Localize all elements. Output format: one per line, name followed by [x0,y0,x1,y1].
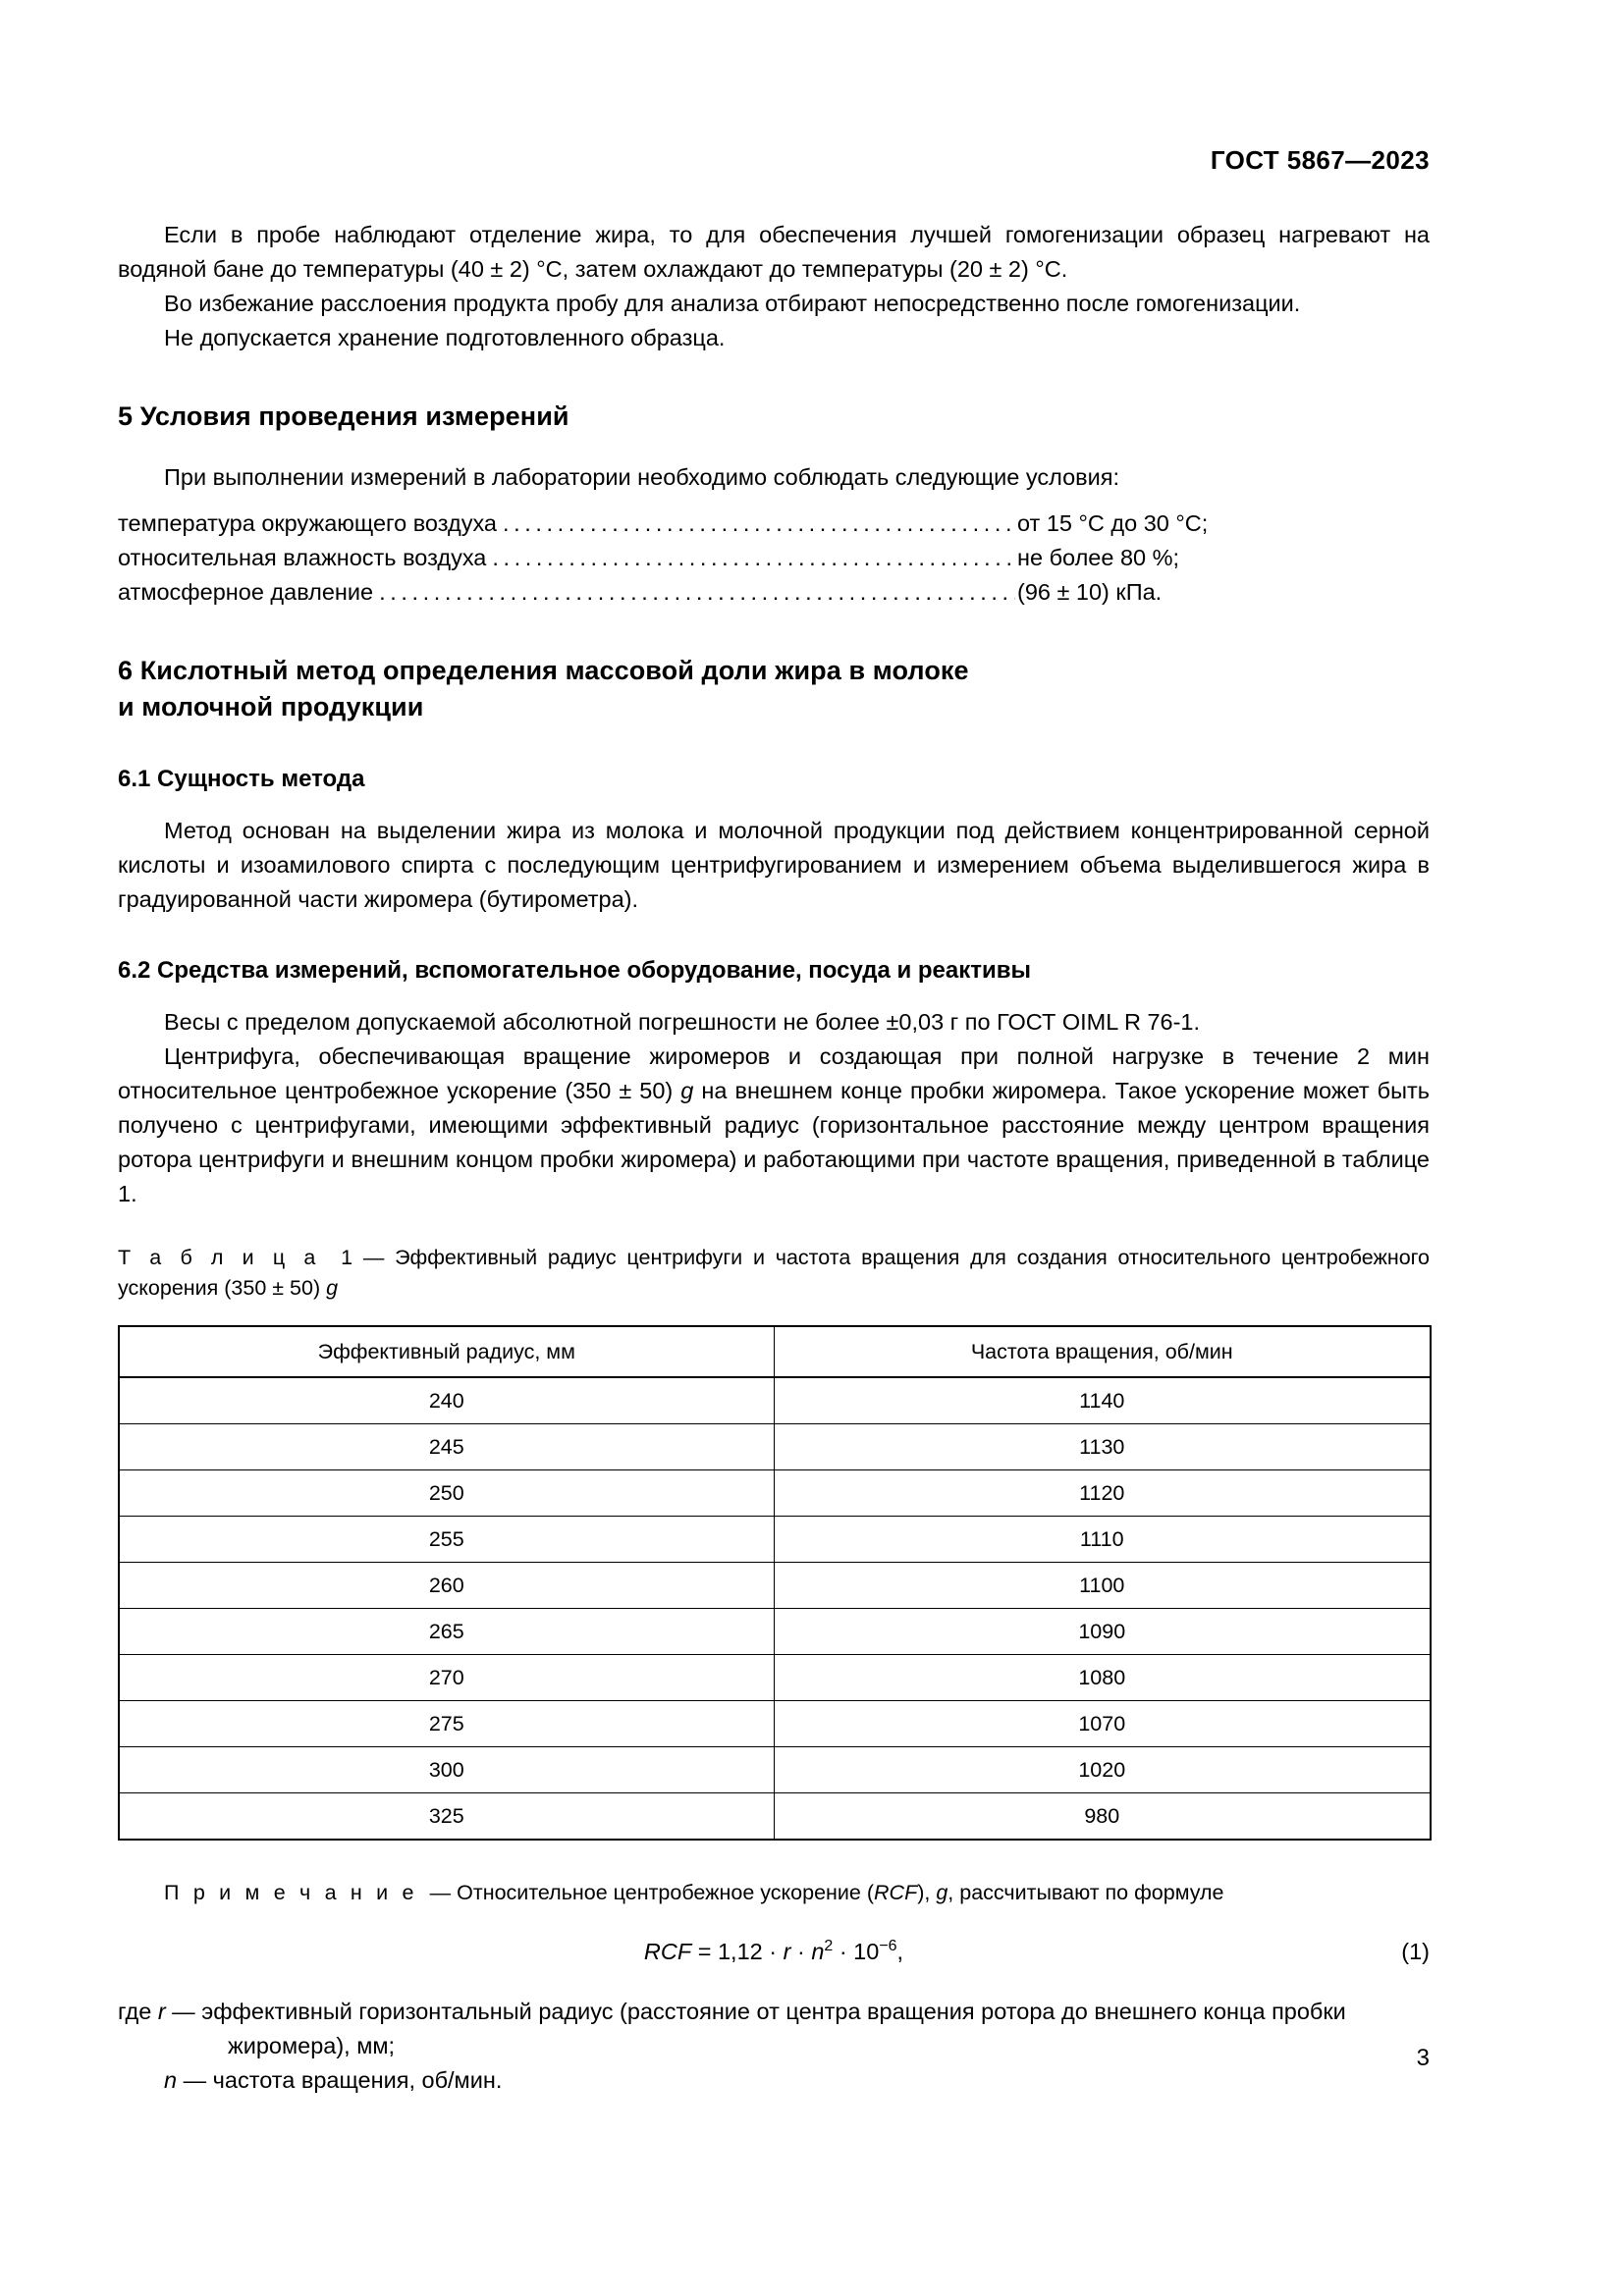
cell-radius: 245 [119,1424,774,1470]
note-rcf-symbol: RCF [874,1881,918,1904]
column-header-frequency: Частота вращения, об/мин [774,1326,1431,1377]
where-definition-n [118,2063,1430,2098]
formula-comma: , [896,1939,904,1964]
condition-label: атмосферное давление [118,579,374,605]
where-n-symbol: n [164,2067,178,2093]
heading-section-6 [118,653,1430,725]
condition-value: (96 ± 10) кПа. [1017,579,1163,605]
paragraph-no-storage: Не допускается хранение подготовленного образца. [164,325,726,350]
table-caption-text: Эффективный радиус центрифуги и частота вращения для создания относительного центробежного ускорения (350 ± 50) [118,1246,1430,1300]
cell-radius: 325 [119,1793,774,1841]
table-row [119,1701,1431,1747]
formula-r-symbol: r [783,1939,791,1964]
table-caption-word: Т а б л и ц а [118,1246,320,1269]
centrifuge-text-b: на внешнем конце пробки жиромера. Такое ускорение может быть получено с центрифугами, имеющими эффективный радиус (горизонтальное расстояние между центром вращения ротора центрифуги и внешним концом пробки жиромера) и работающими при частоте вращения, приведенной в таблице 1. [118,1078,1430,1206]
conditions-list [118,507,1430,610]
table-row [119,1517,1431,1563]
note-text-a: Относительное центробежное ускорение ( [457,1881,875,1904]
note-text-c: , рассчитывают по формуле [947,1881,1224,1904]
where-definition-r [118,1995,1430,2029]
heading-section-6-line1: 6 Кислотный метод определения массовой доли жира в молоке [118,656,969,685]
formula-equals: = 1,12 · [691,1939,784,1964]
cell-radius: 250 [119,1470,774,1517]
paragraph-section5-lead: При выполнении измерений в лаборатории необходимо соблюдать следующие условия: [164,464,1120,490]
table-caption-number: 1 [341,1246,353,1269]
standard-designation-header: ГОСТ 5867—2023 [1210,145,1430,175]
heading-subsection-6-2: 6.2 Средства измерений, вспомогательное оборудование, посуда и реактивы [118,957,1032,984]
formula-tail: · 10 [833,1939,880,1964]
cell-frequency: 1020 [774,1747,1431,1793]
note-g-symbol: g [936,1881,948,1904]
paragraph-method-essence: Метод основан на выделении жира из молока и молочной продукции под действием концентрированной серной кислоты и изоамилового спирта с последующим центрифугированием и измерением объема выделившегося жира в градуированной части жиромера (бутирометра). [118,818,1430,912]
table-caption-dash: — [362,1246,385,1269]
cell-frequency: 980 [774,1793,1431,1841]
formula-rcf [118,1934,1430,1969]
formula-lhs: RCF [643,1939,692,1964]
where-r-symbol: r [157,1999,166,2024]
formula-tail-exponent: −6 [879,1938,897,1955]
table-row [119,1563,1431,1609]
table-row [119,1793,1431,1841]
cell-frequency: 1100 [774,1563,1431,1609]
table-note [118,1878,1430,1908]
condition-label: относительная влажность воздуха [118,545,487,570]
formula-operator: · [790,1939,812,1964]
condition-value: не более 80 %; [1017,545,1180,570]
table-centrifuge-radius-frequency [118,1325,1432,1841]
cell-radius: 275 [119,1701,774,1747]
cell-radius: 265 [119,1609,774,1655]
column-header-radius: Эффективный радиус, мм [119,1326,774,1377]
cell-radius: 255 [119,1517,774,1563]
cell-radius: 240 [119,1377,774,1424]
formula-number: (1) [1401,1939,1430,1964]
paragraph-centrifuge [118,1040,1430,1211]
table-row [119,1747,1431,1793]
condition-value: от 15 °C до 30 °C; [1017,510,1209,536]
condition-row-temperature [118,507,1430,541]
cell-frequency: 1090 [774,1609,1431,1655]
page-number: 3 [1416,2045,1430,2071]
condition-label: температура окружающего воздуха [118,510,498,536]
centrifuge-g-symbol: g [680,1078,694,1103]
where-n-text: — частота вращения, об/мин. [177,2067,503,2093]
paragraph-stratification: Во избежание расслоения продукта пробу для анализа отбирают непосредственно после гомогенизации. [164,291,1301,316]
dot-leader [492,541,1015,575]
table-row [119,1424,1431,1470]
cell-frequency: 1070 [774,1701,1431,1747]
cell-radius: 270 [119,1655,774,1701]
centrifuge-text-a: Центрифуга, обеспечивающая вращение жиромеров и создающая при полной нагрузке в течение 2 мин относительное центробежное ускорение (350 ± 50) [118,1043,1430,1103]
cell-frequency: 1140 [774,1377,1431,1424]
table-1-caption [118,1243,1430,1304]
cell-frequency: 1080 [774,1655,1431,1701]
cell-frequency: 1130 [774,1424,1431,1470]
cell-radius: 260 [119,1563,774,1609]
note-dash: — [429,1881,452,1904]
table-header-row [119,1326,1431,1377]
condition-row-humidity [118,541,1430,575]
where-prefix: где [118,1999,158,2024]
dot-leader [503,507,1015,541]
where-definition-r-cont: жиромера), мм; [228,2033,396,2058]
table-caption-g-symbol: g [326,1276,339,1300]
condition-row-pressure [118,575,1430,610]
note-text-b: ), [917,1881,937,1904]
dot-leader [379,575,1015,610]
cell-frequency: 1110 [774,1517,1431,1563]
formula-n-exponent: 2 [824,1938,834,1955]
heading-section-5: 5 Условия проведения измерений [118,401,569,431]
table-row [119,1609,1431,1655]
where-r-text: — эффективный горизонтальный радиус (расстояние от центра вращения ротора до внешнего конца пробки [165,1999,1346,2024]
table-row [119,1377,1431,1424]
note-word: П р и м е ч а н и е [164,1881,418,1904]
cell-radius: 300 [119,1747,774,1793]
heading-section-6-line2: и молочной продукции [118,692,424,721]
paragraph-scales: Весы с пределом допускаемой абсолютной погрешности не более ±0,03 г по ГОСТ OIML R 76-1. [164,1009,1201,1035]
table-row [119,1470,1431,1517]
heading-subsection-6-1: 6.1 Сущность метода [118,766,365,792]
table-row [119,1655,1431,1701]
paragraph-heating: Если в пробе наблюдают отделение жира, то для обеспечения лучшей гомогенизации образец нагревают на водяной бане до температуры (40 ± 2) °C, затем охлаждают до температуры (20 ± 2) °C. [118,222,1430,282]
formula-n-symbol: n [811,1939,825,1964]
page-content [118,218,1430,2098]
cell-frequency: 1120 [774,1470,1431,1517]
